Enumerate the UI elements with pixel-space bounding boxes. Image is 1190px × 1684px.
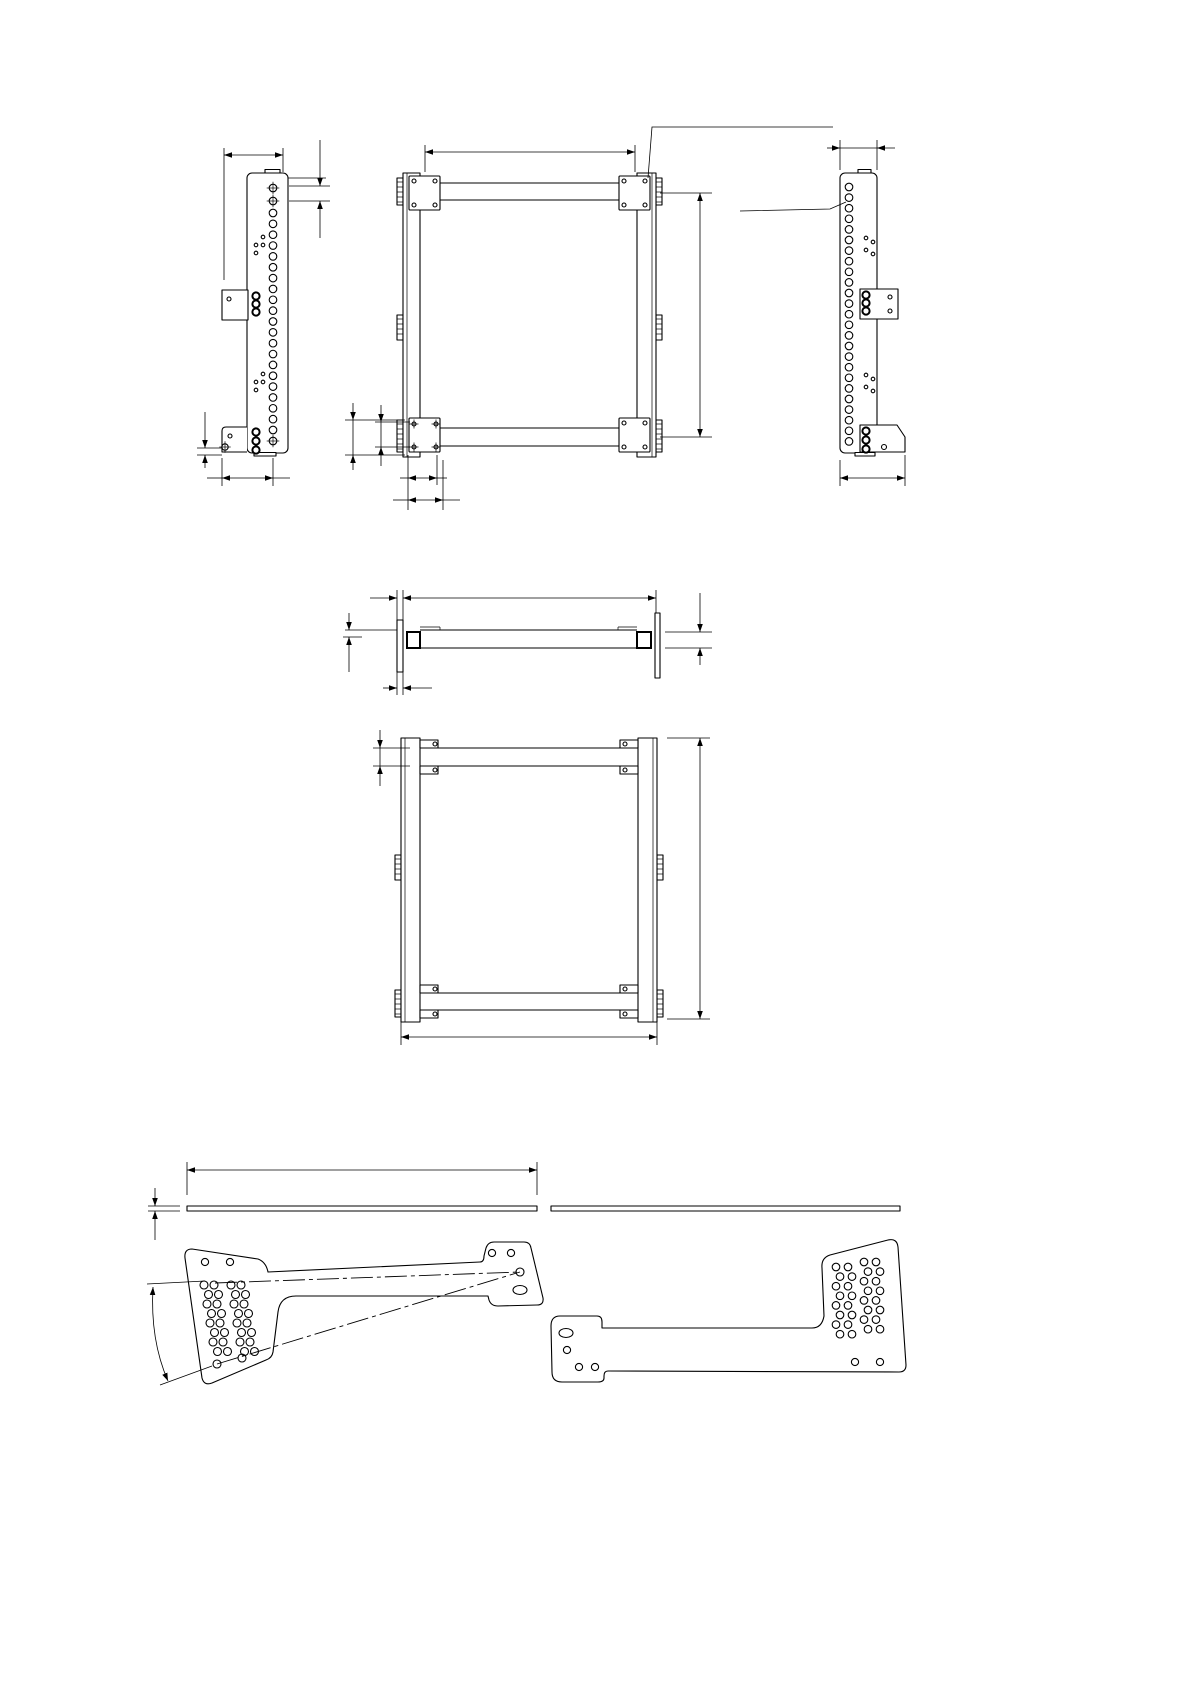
right-upright (638, 738, 657, 1022)
bolt-hole (252, 292, 259, 299)
plate-edge-view (187, 1206, 537, 1211)
side-clip (656, 420, 662, 452)
top-tab (858, 170, 871, 174)
leader-line (648, 127, 833, 178)
corner-plate (409, 176, 440, 210)
angle-dimension-arc (153, 1287, 168, 1381)
leader-line (740, 202, 846, 211)
right-upright (637, 173, 656, 457)
end-plate (655, 613, 660, 678)
side-bracket (222, 290, 248, 320)
bolt-hole (862, 307, 869, 314)
crossbar-tab (420, 985, 438, 993)
bolt-hole (862, 436, 869, 443)
frame-bottom-view (373, 730, 710, 1045)
crossbar-tab (420, 1010, 438, 1018)
bolt-hole (862, 291, 869, 298)
right-side-view (740, 140, 905, 486)
left-angle-plate (185, 1242, 543, 1384)
foot-bracket (222, 427, 247, 452)
corner-plate (619, 176, 650, 210)
bolt-hole (252, 428, 259, 435)
left-side-view (197, 140, 330, 486)
bolt-hole (862, 427, 869, 434)
bolt-hole (252, 437, 259, 444)
bolt-hole (862, 299, 869, 306)
plate-edge-view (551, 1206, 900, 1211)
crossbar-tab (420, 740, 438, 748)
angle-plates (147, 1162, 906, 1385)
end-plate (397, 620, 403, 672)
corner-plate (619, 418, 650, 452)
bolt-hole (252, 308, 259, 315)
left-upright (401, 738, 420, 1022)
top-tab (265, 170, 280, 174)
bolt-hole (252, 300, 259, 307)
bolt-hole (862, 445, 869, 452)
crossbar-tab (420, 766, 438, 774)
bolt-hole (252, 446, 259, 453)
left-upright (403, 173, 420, 457)
beam-section (407, 632, 420, 648)
frame-top-view (345, 127, 833, 510)
frame-side-view (343, 590, 712, 695)
beam-section (637, 632, 651, 648)
